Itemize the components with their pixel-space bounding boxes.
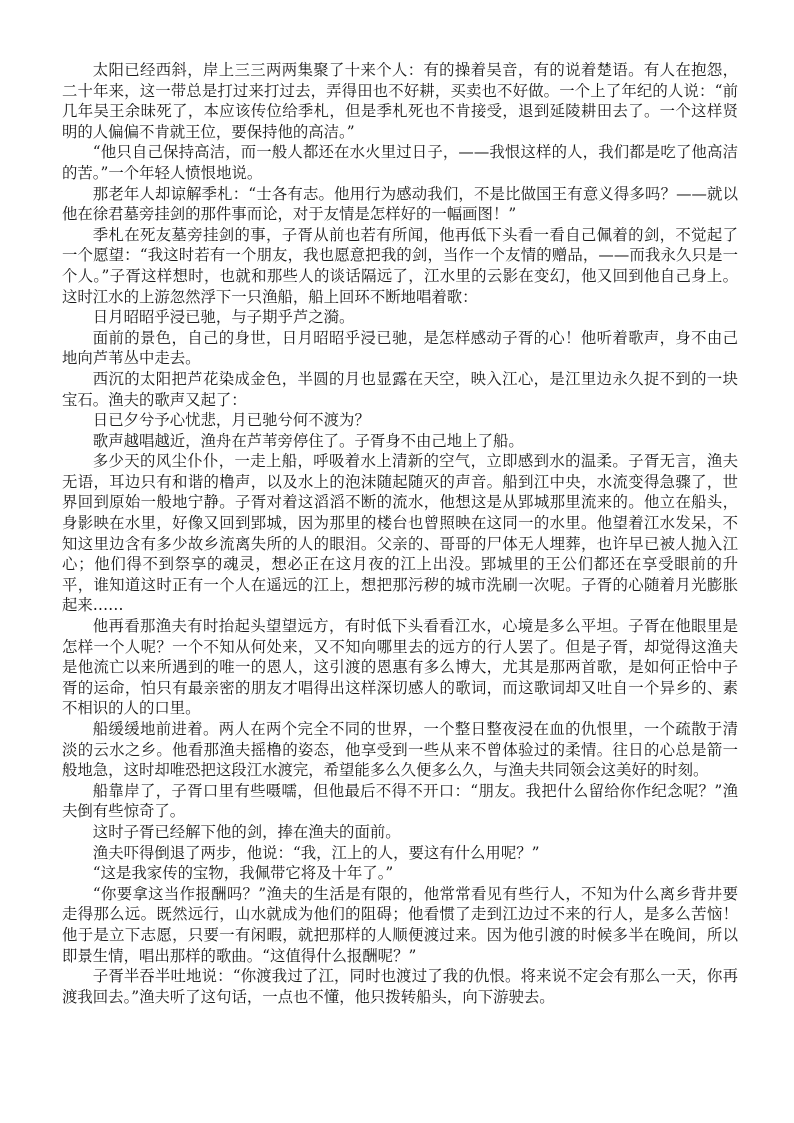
paragraph: 西沉的太阳把芦花染成金色，半圆的月也显露在天空，映入江心，是江里边永久捉不到的一块宝石。渔夫的歌声又起了： bbox=[62, 369, 738, 409]
paragraph: “他只自己保持高洁，而一般人都还在水火里过日子，——我恨这样的人，我们都是吃了他高洁的苦。”一个年轻人愤恨地说。 bbox=[62, 143, 738, 182]
paragraph: 船缓缓地前进着。两人在两个完全不同的世界，一个整日整夜浸在血的仇恨里，一个疏散于清淡的云水之乡。他看那渔夫摇橹的姿态，他享受到一些从来不曾体验过的柔情。往日的心总是箭一般地急，这时却唯恐把这段江水渡完，希望能多么久便多么久，与渔夫共同领会这美好的时刻。 bbox=[62, 720, 738, 780]
paragraph: 这时子胥已经解下他的剑，捧在渔夫的面前。 bbox=[92, 822, 401, 841]
paragraph: 多少天的风尘仆仆，一走上船，呼吸着水上清新的空气，立即感到水的温柔。子胥无言，渔夫无语，耳边只有和谐的橹声，以及水上的泡沫随起随灭的声音。船到江中央，水流变得急骤了，世界回到原始一般地宁静。子胥对着这滔滔不断的流水，他想这是从郢城那里流来的。他立在船头，身影映在水里，好像又回到郢城，因为那里的楼台也曾照映在这同一的水里。他望着江水发呆，不知这里边含有多少故乡流离失所的人的眼泪。父亲的、哥哥的尸体无人埋葬，也许早已被人抛入江心；他们得不到祭享的魂灵，想必正在这月夜的江上出没。郢城里的王公们都还在享受眼前的升平，谁知道这时正有一个人在遥远的江上，想把那污秽的城市洗刷一次呢。子胥的心随着月光膨胀起来…… bbox=[62, 452, 738, 615]
paragraph: 面前的景色，自己的身世，日月昭昭乎浸已驰，是怎样感动子胥的心！他听着歌声，身不由己地向芦苇丛中走去。 bbox=[62, 328, 738, 368]
paragraph: 渔夫吓得倒退了两步，他说：“我，江上的人，要这有什么用呢？” bbox=[92, 843, 540, 862]
paragraph: 歌声越唱越近，渔舟在芦苇旁停住了。子胥身不由己地上了船。 bbox=[92, 431, 524, 450]
paragraph: 他再看那渔夫有时抬起头望望远方，有时低下头看看江水，心境是多么平坦。子胥在他眼里是怎样一个人呢？一个不知从何处来，又不知向哪里去的远方的行人罢了。但是子胥，却觉得这渔夫是他流亡以来所遇到的唯一的恩人，这引渡的恩惠有多么博大，尤其是那两首歌，是如何正恰中子胥的运命，怕只有最亲密的朋友才唱得出这样深切感人的歌词，而这歌词却又吐自一个异乡的、素不相识的人的口里。 bbox=[62, 617, 738, 718]
paragraph: 子胥半吞半吐地说：“你渡我过了江，同时也渡过了我的仇恨。将来说不定会有那么一天，你再渡我回去。”渔夫听了这句话，一点也不懂，他只拨转船头，向下游驶去。 bbox=[62, 967, 738, 1006]
paragraph: “这是我家传的宝物，我佩带它将及十年了。” bbox=[92, 864, 394, 883]
paragraph: “你要拿这当作报酬吗？”渔夫的生活是有限的，他常常看见有些行人，不知为什么离乡背井要走得那么远。既然远行，山水就成为他们的阻碍；他看惯了走到江边过不来的行人，是多么苦恼！他于是立下志愿，只要一有闲暇，就把那样的人顺便渡过来。因为他引渡的时候多半在晚间，所以即景生情，唱出那样的歌曲。“这值得什么报酬呢？” bbox=[62, 884, 738, 965]
paragraph: 那老年人却谅解季札：“士各有志。他用行为感动我们，不是比做国王有意义得多吗？——就以他在徐君墓旁挂剑的那件事而论，对于友情是怎样好的一幅画图！” bbox=[62, 184, 738, 224]
paragraph: 船靠岸了，子胥口里有些嗫嚅，但他最后不得不开口：“朋友。我把什么留给你作纪念呢？”渔夫倒有些惊奇了。 bbox=[62, 781, 738, 821]
paragraph: 太阳已经西斜，岸上三三两两集聚了十来个人：有的操着吴音，有的说着楚语。有人在抱怨，二十年来，这一带总是打过来打过去，弄得田也不好耕，买卖也不好做。一个上了年纪的人说：“前几年吴王余昧死了，本应该传位给季札，但是季札死也不肯接受，退到延陵耕田去了。一个这样贤明的人偏偏不肯就王位，要保持他的高洁。” bbox=[62, 61, 738, 141]
song-line: 日月昭昭乎浸已驰，与子期乎芦之漪。 bbox=[92, 308, 355, 327]
song-line: 日已夕兮予心忧悲，月已驰兮何不渡为？ bbox=[92, 411, 370, 430]
paragraph: 季札在死友墓旁挂剑的事，子胥从前也若有所闻，他再低下头看一看自己佩着的剑，不觉起了一个愿望：“我这时若有一个朋友，我也愿意把我的剑，当作一个友情的赠品，——而我永久只是一个人。”子胥这样想时，也就和那些人的谈话隔远了，江水里的云影在变幻，他又回到他自己身上。这时江水的上游忽然浮下一只渔船，船上回环不断地唱着歌： bbox=[62, 225, 738, 306]
document-body bbox=[62, 60, 738, 1007]
